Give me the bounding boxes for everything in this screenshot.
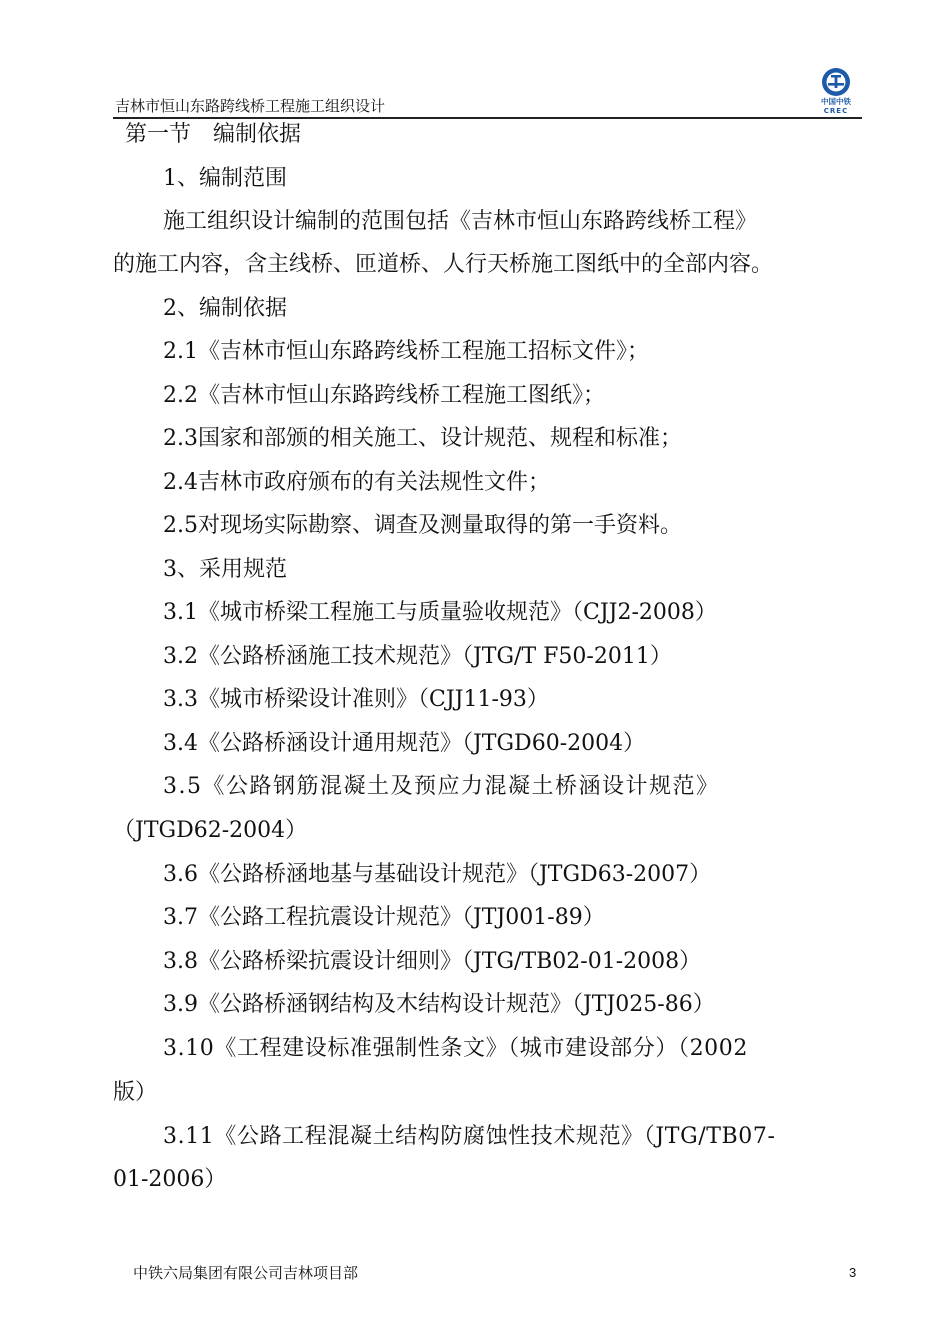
crec-logo [814,66,858,116]
standard-item-3-11-line1: 3.11《公路工程混凝土结构防腐蚀性技术规范》（JTG/TB07- [163,1124,776,1149]
paragraph-scope-line1: 施工组织设计编制的范围包括《吉林市恒山东路跨线桥工程》 [163,209,758,234]
heading-basis: 2、编制依据 [163,296,287,321]
heading-standards: 3、采用规范 [163,557,287,582]
standard-item-3-5-line2: （JTGD62-2004） [113,818,308,843]
standard-item-3-8: 3.8《公路桥梁抗震设计细则》（JTG/TB02-01-2008） [163,949,702,974]
basis-item-2-4: 2.4吉林市政府颁布的有关法规性文件； [163,470,550,495]
standard-item-3-6: 3.6《公路桥涵地基与基础设计规范》（JTGD63-2007） [163,862,712,887]
standard-item-3-11-line2: 01-2006） [113,1167,227,1192]
basis-item-2-5: 2.5对现场实际勘察、调查及测量取得的第一手资料。 [163,513,682,538]
page-number: 3 [849,1265,857,1280]
section-title: 第一节 编制依据 [125,122,302,147]
header-title: 吉林市恒山东路跨线桥工程施工组织设计 [115,97,386,115]
standard-item-3-10-line1: 3.10《工程建设标准强制性条文》（城市建设部分）（2002 [163,1036,748,1061]
standard-item-3-2: 3.2《公路桥涵施工技术规范》（JTG/T F50-2011） [163,644,672,669]
page-header [113,62,862,119]
standard-item-3-4: 3.4《公路桥涵设计通用规范》（JTGD60-2004） [163,731,646,756]
basis-item-2-3: 2.3国家和部颁的相关施工、设计规范、规程和标准； [163,426,682,451]
standard-item-3-7: 3.7《公路工程抗震设计规范》（JTJ001-89） [163,905,605,930]
standard-item-3-5-line1: 3.5《公路钢筋混凝土及预应力混凝土桥涵设计规范》 [163,774,720,799]
standard-item-3-10-line2: 版） [113,1080,158,1105]
paragraph-scope-line2: 的施工内容，含主线桥、匝道桥、人行天桥施工图纸中的全部内容。 [113,252,774,277]
heading-scope: 1、编制范围 [163,166,287,191]
basis-item-2-1: 2.1《吉林市恒山东路跨线桥工程施工招标文件》； [163,339,649,364]
basis-item-2-2: 2.2《吉林市恒山东路跨线桥工程施工图纸》； [163,383,605,408]
logo-text-en: CREC [823,107,849,115]
logo-text-cn: 中国中铁 [821,97,851,106]
standard-item-3-1: 3.1《城市桥梁工程施工与质量验收规范》（CJJ2-2008） [163,600,717,625]
standard-item-3-9: 3.9《公路桥涵钢结构及木结构设计规范》（JTJ025-86） [163,992,715,1017]
standard-item-3-3: 3.3《城市桥梁设计准则》（CJJ11-93） [163,687,549,712]
footer-company: 中铁六局集团有限公司吉林项目部 [133,1264,359,1282]
